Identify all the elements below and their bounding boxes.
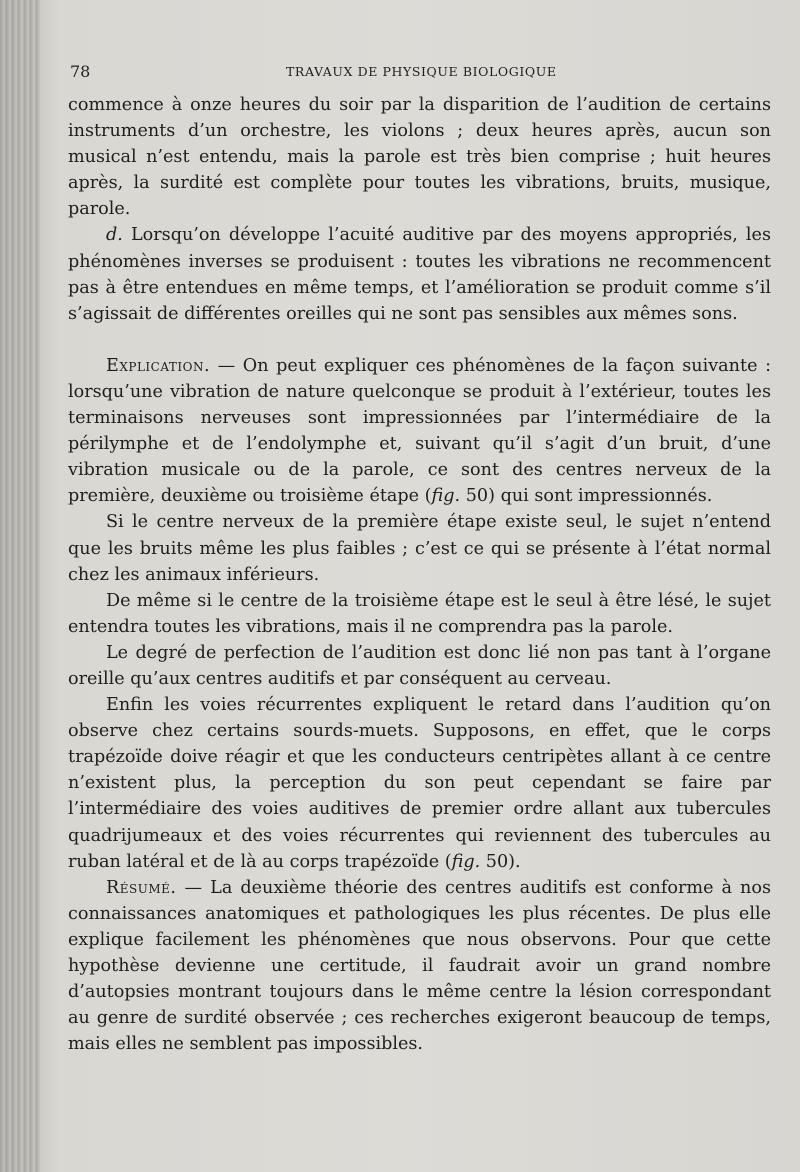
paragraph-continuation	[68, 92, 771, 222]
paragraph-text: 50).	[480, 851, 521, 872]
paragraph	[68, 588, 771, 640]
paragraph	[68, 509, 771, 587]
paragraph-text: De même si le centre de la troisième étape est le seul à être lésé, le sujet entendra toutes les vibrations, mais il ne comprendra pas la parole.	[68, 590, 771, 637]
paragraph-d	[68, 222, 771, 326]
page-header	[70, 62, 770, 82]
paragraph-text: Lorsqu’on développe l’acuité auditive par des moyens appropriés, les phénomènes inverses se produisent : toutes les vibrations ne recommencent pas à être entendues en même temps, et l’amélioration se produit comme s’il s’agissait de différentes oreilles qui ne sont pas sensibles aux mêmes sons.	[68, 225, 771, 324]
paragraph-label: d.	[106, 225, 123, 246]
figure-ref: fig.	[431, 486, 461, 507]
body-text	[68, 92, 771, 1057]
paragraph-text: commence à onze heures du soir par la disparition de l’audition de certains instruments d’un orchestre, les violons ; deux heures après, aucun son musical n’est entendu, mais la parole est très bien comprise ; huit heures après, la surdité est complète pour toutes les vibrations, bruits, musique, parole.	[68, 95, 771, 220]
paragraph-resume	[68, 875, 771, 1058]
running-head: TRAVAUX DE PHYSIQUE BIOLOGIQUE	[286, 64, 557, 79]
paragraph-text: — La deuxième théorie des centres auditifs est conforme à nos connaissances anatomiques et pathologiques les plus récentes. De plus elle explique facilement les phénomènes que nous observons. Pour que cette hypothèse devienne une certitude, il faudrait avoir un grand nombre d’autopsies montrant toujours dans le même centre la lésion correspondant au genre de surdité observée ; ces recherches exigeront beaucoup de temps, mais elles ne semblent pas impossibles.	[68, 877, 771, 1055]
paragraph	[68, 692, 771, 875]
book-spine-edge	[0, 0, 40, 1172]
paragraph-text: Si le centre nerveux de la première étape existe seul, le sujet n’entend que les bruits même les plus faibles ; c’est ce qui se présente à l’état normal chez les animaux inférieurs.	[68, 512, 771, 585]
section-label: Explication.	[106, 355, 211, 376]
paragraph-text: Le degré de perfection de l’audition est donc lié non pas tant à l’organe oreille qu’aux centres auditifs et par conséquent au cerveau.	[68, 642, 771, 689]
figure-ref: fig.	[451, 851, 481, 872]
paragraph-text: Enfin les voies récurrentes expliquent le retard dans l’audition qu’on observe chez certains sourds-muets. Supposons, en effet, que le corps trapézoïde doive réagir et que les conducteurs centripètes allant à ce centre n’existent plus, la perception du son peut cependant se faire par l’intermédiaire des voies auditives de premier ordre allant aux tubercules quadrijumeaux et des voies récurrentes qui reviennent des tubercules au ruban latéral et de là au corps trapézoïde (	[68, 695, 771, 872]
section-label: Résumé.	[106, 877, 177, 898]
paragraph-text: 50) qui sont impressionnés.	[460, 486, 713, 507]
paragraph-explication	[68, 353, 771, 510]
page-number: 78	[70, 62, 91, 81]
paragraph-text: — On peut expliquer ces phénomènes de la façon suivante : lorsqu’une vibration de nature quelconque se produit à l’extérieur, toutes les terminaisons nerveuses sont impressionnées par l’intermédiaire de la périlymphe et de l’endolymphe et, suivant qu’il s’agit d’un bruit, d’une vibration musicale ou de la parole, ce sont des centres nerveux de la première, deuxième ou troisième étape (	[68, 355, 771, 507]
paragraph	[68, 640, 771, 692]
